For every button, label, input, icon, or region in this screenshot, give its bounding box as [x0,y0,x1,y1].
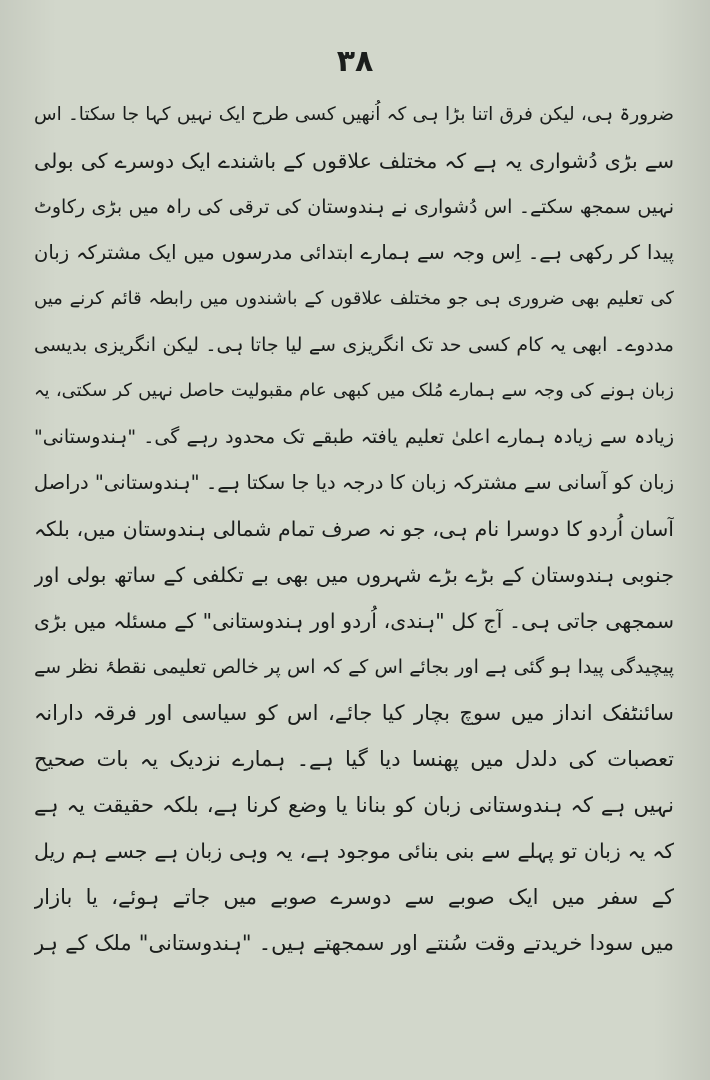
text-line: میں سودا خریدتے وقت سُنتے اور سمجھتے ہیں۔ "ہندوستانی" ملک کے ہر [34,931,674,955]
text-line: جنوبی ہندوستان کے بڑے بڑے شہروں میں بھی بے تکلفی کے ساتھ بولی اور [34,563,674,587]
text-line: ضرورۃ ہی، لیکن فرق اتنا بڑا ہی کہ اُنھیں کسی طرح ایک نہیں کہا جا سکتا۔ اس [34,104,674,125]
text-line: نہیں ہے کہ ہندوستانی زبان کو بنانا یا وضع کرنا ہے، بلکہ حقیقت یہ ہے [34,793,674,817]
text-line: پیدا کر رکھی ہے۔ اِس وجہ سے ہمارے ابتدائی مدرسوں میں ایک مشترکہ زبان [34,241,674,264]
text-line: زبان کو آسانی سے مشترکہ زبان کا درجہ دیا جا سکتا ہے۔ "ہندوستانی" دراصل [34,471,674,494]
text-line: سے بڑی دُشواری یہ ہے کہ مختلف علاقوں کے باشندے ایک دوسرے کی بولی [34,149,674,173]
text-line: مددوے۔ ابھی یہ کام کسی حد تک انگریزی سے لیا جاتا ہی۔ لیکن انگریزی بدیسی [34,334,674,356]
text-line: کہ یہ زبان تو پہلے سے بنی بنائی موجود ہے، یہ وہی زبان ہے جسے ہم ریل [34,839,674,863]
page-number: ۳۸ [336,44,374,79]
text-line: سائنٹفک انداز میں سوچ بچار کیا جائے، اس کو سیاسی اور فرقہ دارانہ [34,701,674,725]
text-line: کے سفر میں ایک صوبے سے دوسرے صوبے میں جاتے ہوئے، یا بازار [34,885,674,909]
text-line: تعصبات کی دلدل میں پھنسا دیا گیا ہے۔ ہمارے نزدیک یہ بات صحیح [34,747,674,771]
text-line: زبان ہونے کی وجہ سے ہمارے مُلک میں کبھی عام مقبولیت حاصل نہیں کر سکتی، یہ [34,380,674,401]
text-line: پیچیدگی پیدا ہو گئی ہے اور بجائے اس کے کہ اس پر خالص تعلیمی نقطۂ نظر سے [34,656,674,678]
text-line: آسان اُردو کا دوسرا نام ہی، جو نہ صرف تمام شمالی ہندوستان میں، بلکہ [34,517,674,541]
text-line: زیادہ سے زیادہ ہمارے اعلیٰ تعلیم یافتہ طبقے تک محدود رہے گی۔ "ہندوستانی" [34,426,674,448]
text-line: کی تعلیم بھی ضروری ہی جو مختلف علاقوں کے باشندوں میں رابطہ قائم کرنے میں [34,288,674,309]
text-line: سمجھی جاتی ہی۔ آج کل "ہندی، اُردو اور ہندوستانی" کے مسئلہ میں بڑی [34,609,674,633]
text-line: نہیں سمجھ سکتے۔ اس دُشواری نے ہندوستان کی ترقی کی راہ میں بڑی رکاوٹ [34,196,674,218]
body-text [34,92,674,966]
